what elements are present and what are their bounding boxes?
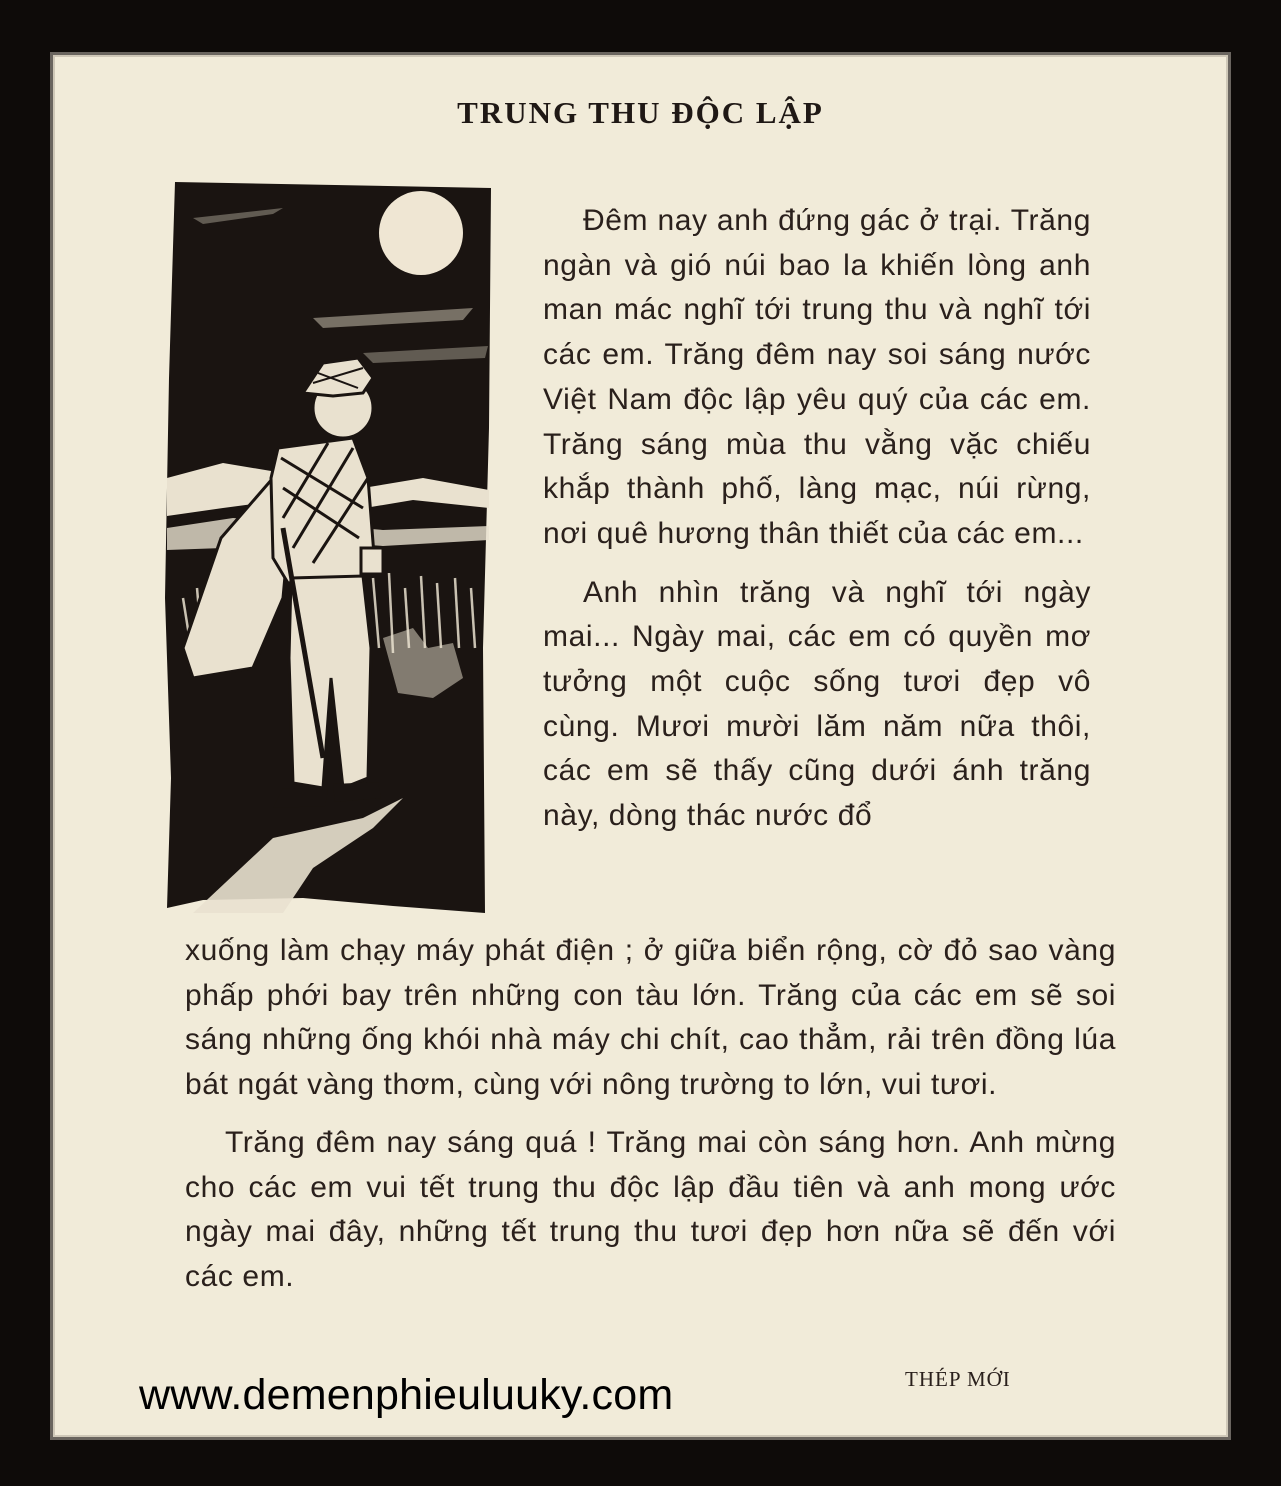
paragraph-1: Đêm nay anh đứng gác ở trại. Trăng ngàn và gió núi bao la khiến lòng anh man mác nghĩ tới trung thu và nghĩ tới các em. Trăng đêm nay soi sáng nước Việt Nam độc lập yêu quý của các em. Trăng sáng mùa thu vằng vặc chiếu khắp thành phố, làng mạc, núi rừng, nơi quê hương thân thiết của các em... xyxy=(543,204,1091,550)
page-frame xyxy=(50,52,1231,1440)
website-watermark: www.demenphieuluuky.com xyxy=(139,1371,674,1419)
paragraph-2: Anh nhìn trăng và nghĩ tới ngày mai... Ngày mai, các em có quyền mơ tưởng một cuộc sống tươi đẹp vô cùng. Mươi mười lăm năm nữa thôi, các em sẽ thấy cũng dưới ánh trăng này, dòng thác nước đổ xyxy=(543,575,1091,833)
page-title: TRUNG THU ĐỘC LẬP xyxy=(457,95,824,130)
soldier-under-moon-icon xyxy=(163,178,493,913)
author-signature: THÉP MỚI xyxy=(905,1367,1011,1391)
paragraph-2-continued: xuống làm chạy máy phát điện ; ở giữa biển rộng, cờ đỏ sao vàng phấp phới bay trên những con tàu lớn. Trăng của các em sẽ soi sáng những ống khói nhà máy chi chít, cao thẳm, rải trên đồng lúa bát ngát vàng thơm, cùng với nông trường to lớn, vui tươi. xyxy=(185,934,1116,1102)
text-column-full xyxy=(185,929,1116,1300)
text-column-right xyxy=(543,199,1091,839)
paragraph-3: Trăng đêm nay sáng quá ! Trăng mai còn sáng hơn. Anh mừng cho các em vui tết trung thu độc lập đầu tiên và anh mong ước ngày mai đây, những tết trung thu tươi đẹp hơn nữa sẽ đến với các em. xyxy=(185,1125,1116,1293)
